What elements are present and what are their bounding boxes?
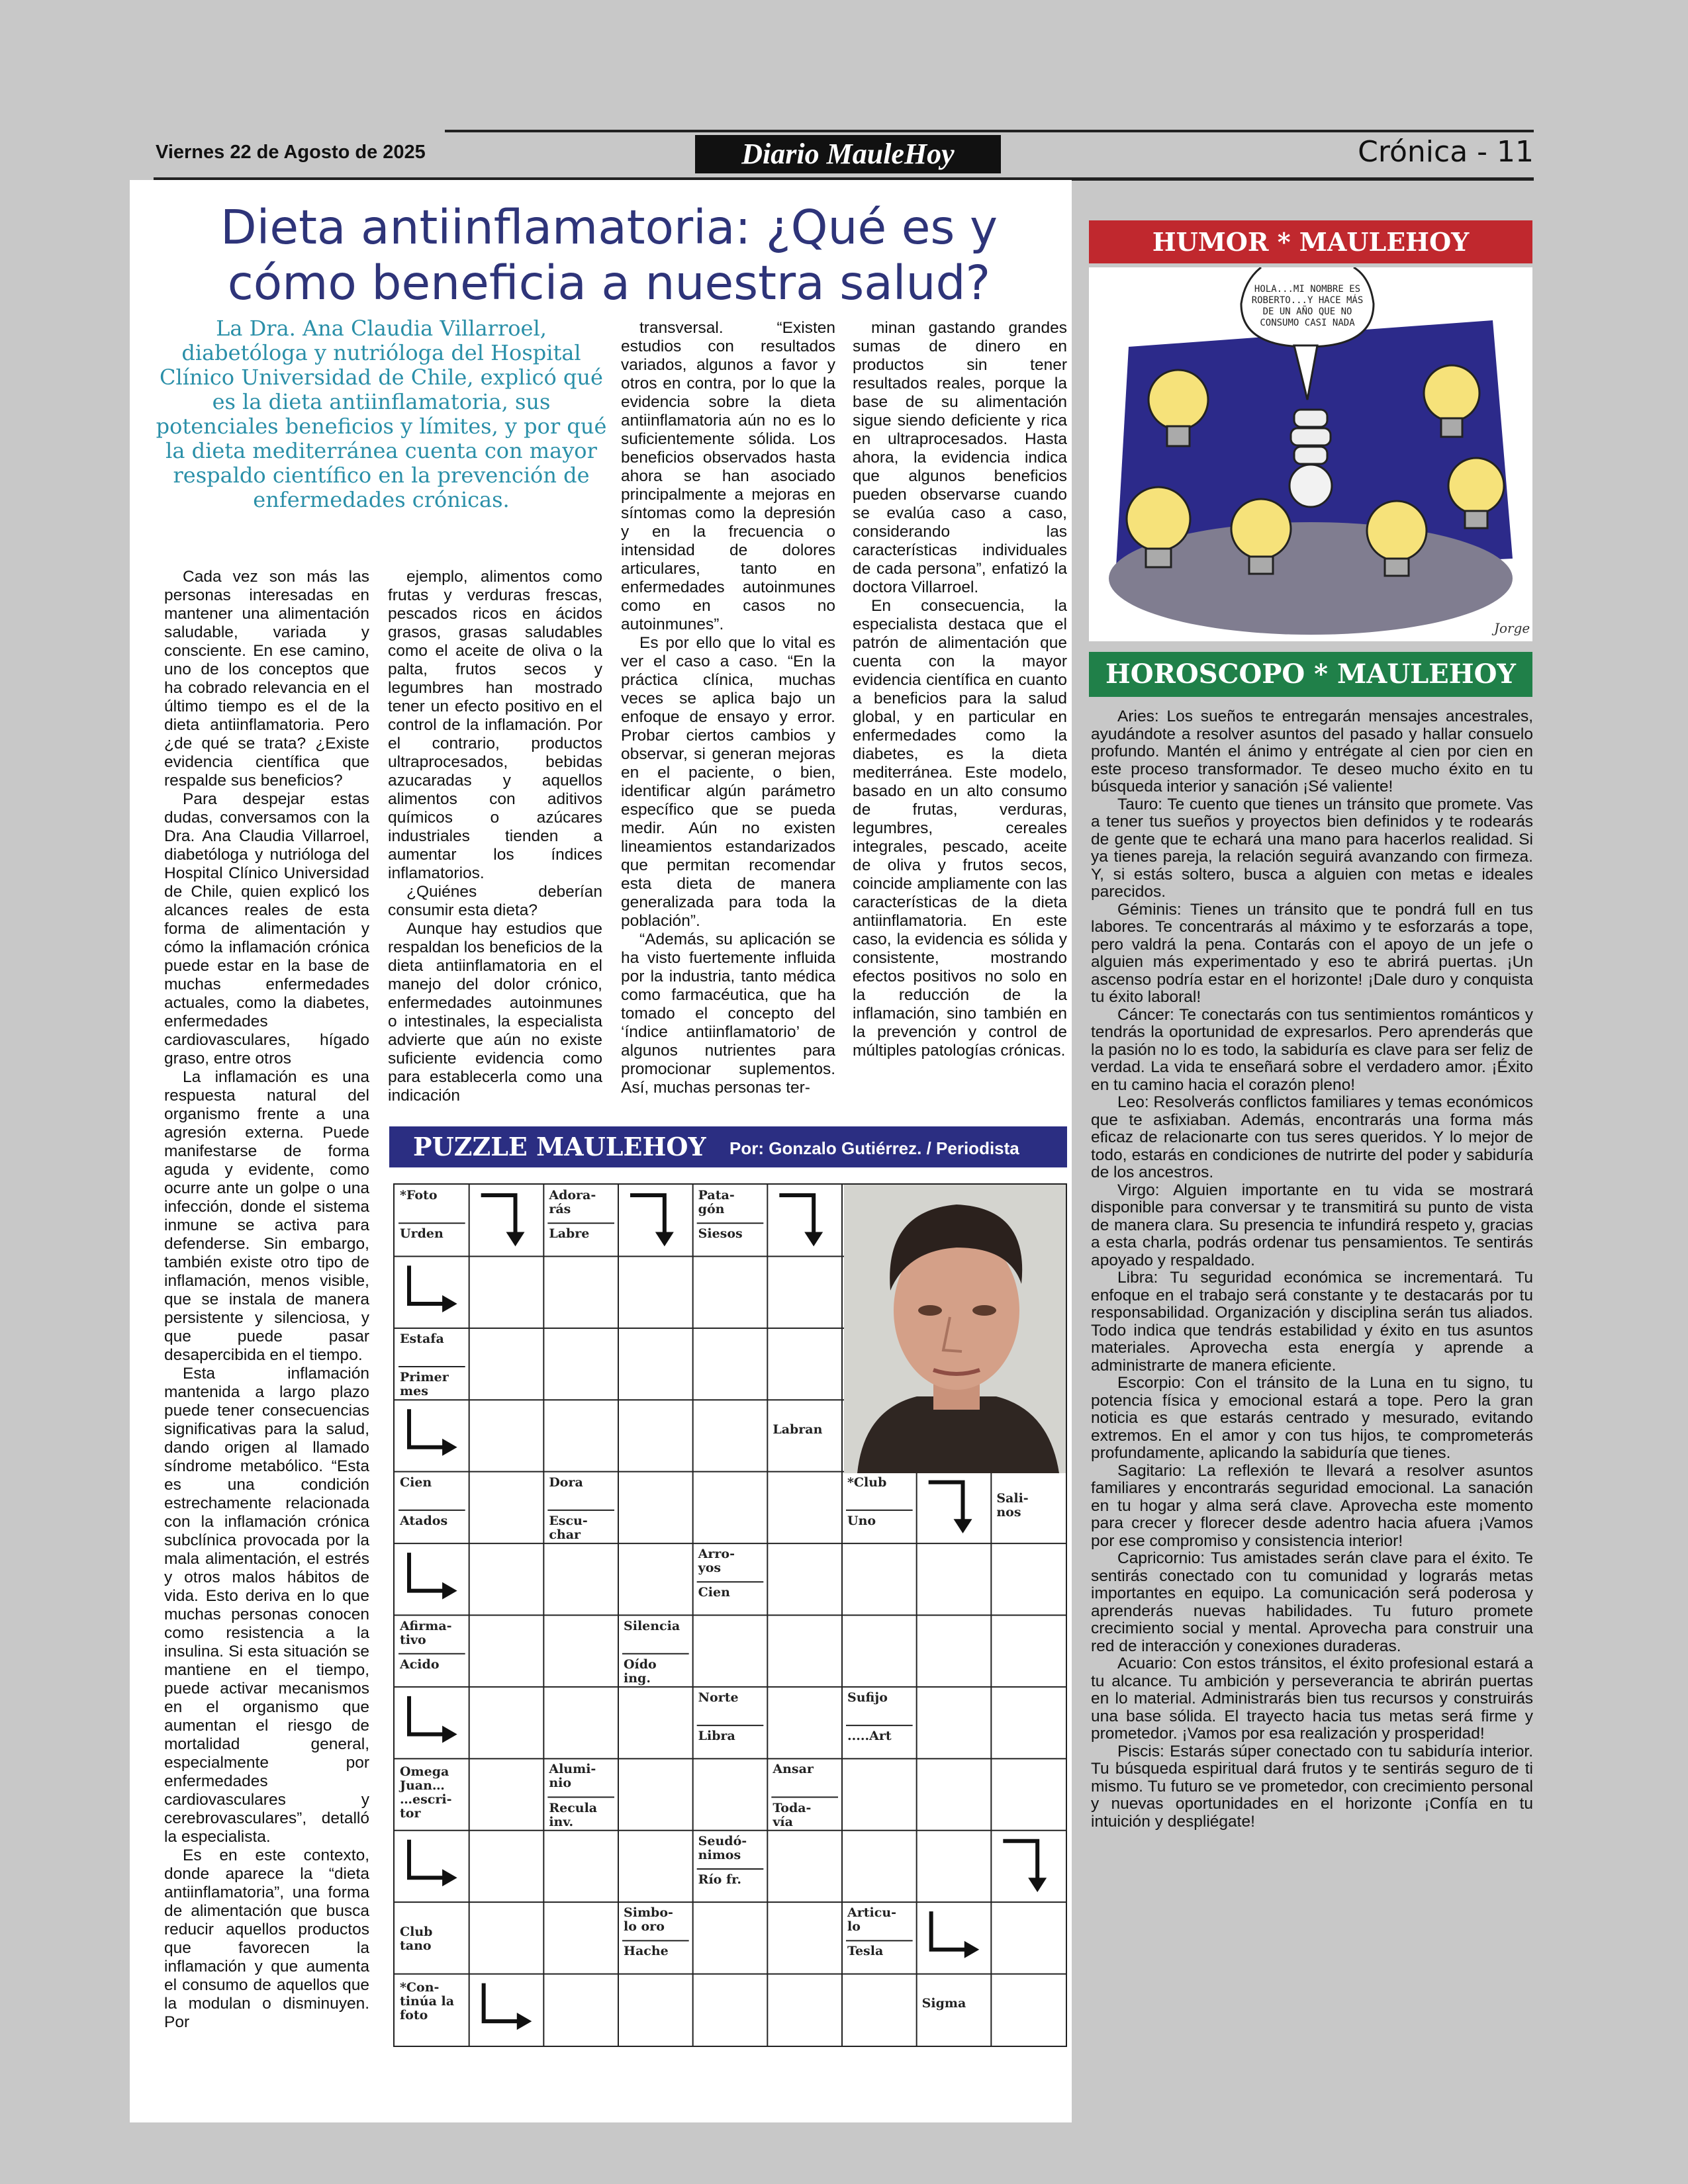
crossword-clue: Cien bbox=[400, 1475, 432, 1490]
horoscope-entry: Tauro: Te cuento que tienes un tránsito que promete. Vas a tener tus sueños y proyectos bien definidos y te rodearás de gente que te echará una mano para hacerlos realidad. Si ya tienes pareja, la relación seguirá avanzando con firmeza. Y, si estás soltero, busca a alguien con metas e ideales parecidos. bbox=[1091, 795, 1533, 901]
article-paragraph: Cada vez son más las personas interesadas en mantener una alimentación saludable, variada y consciente. En ese camino, uno de los conceptos que ha cobrado relevancia en el último tiempo es el de la dieta antiinflamatoria. Pero ¿de qué se trata? ¿Existe evidencia científica que respalde sus beneficios? bbox=[164, 568, 369, 790]
article-paragraph: Para despejar estas dudas, conversamos con la Dra. Ana Claudia Villarroel, diabetóloga y nutrióloga del Hospital Clínico Universidad de Chile, quien explicó los alcances reales de esta forma de alimentación y cómo la inflamación crónica puede estar en la base de muchas enfermedades actuales, como la diabetes, enfermedades cardiovasculares, hígado graso, entre otros bbox=[164, 790, 369, 1068]
cartoon-signature: Jorge bbox=[1494, 620, 1530, 636]
horoscope-entry: Aries: Los sueños te entregarán mensajes ancestrales, ayudándote a resolver asuntos del pasado y hallar consuelo profundo. Mantén el ánimo y entrégate al cien por cien en este proceso transformador. Te deseo mucho éxito en tu búsqueda interior y sanación ¡Sé valiente! bbox=[1091, 707, 1533, 796]
crossword-clue: *Con- tinúa la foto bbox=[400, 1979, 455, 2023]
arrow-head-icon bbox=[517, 2013, 532, 2030]
crossword-clue: *Club bbox=[847, 1475, 887, 1490]
article-paragraph: minan gastando grandes sumas de dinero en productos sin tener resultados reales, porque la base de su alimentación sigue siendo deficiente y rica en ultraprocesados. Hasta ahora, la evidencia indica que algunos beneficios pueden observarse cuando se evalúa caso a caso, considerando las características individuales de cada persona”, enfatizó la doctora Villarroel. bbox=[853, 319, 1067, 596]
crossword-clue: Articu- lo bbox=[847, 1905, 897, 1934]
arrow-head-icon bbox=[804, 1232, 823, 1247]
arrow-head-icon bbox=[954, 1519, 972, 1533]
crossword-clue: Siesos bbox=[698, 1226, 743, 1242]
humor-section-title: HUMOR * MAULEHOY bbox=[1089, 220, 1532, 263]
article-paragraph: La inflamación es una respuesta natural del organismo frente a una agresión externa. Puede manifestarse de forma aguda y evidente, como ocurre ante un golpe o una infección, donde el sistema inmune se activa para defenderse. Sin embargo, también existe otro tipo de inflamación, menos visible, que se instala de manera persistente y silenciosa, y que puede pasar desapercibida en el tiempo. bbox=[164, 1068, 369, 1364]
crossword-clue: Tesla bbox=[847, 1944, 884, 1959]
crossword-clue: Río fr. bbox=[698, 1872, 742, 1887]
crossword-clue: Acido bbox=[400, 1657, 440, 1672]
crossword-clue: Sufijo bbox=[847, 1690, 888, 1705]
article-column-4 bbox=[853, 319, 1067, 1060]
crossword-clue: Pata- gón bbox=[698, 1188, 735, 1216]
crossword-clue: Simbo- lo oro bbox=[624, 1905, 673, 1934]
arrow-head-icon bbox=[442, 1869, 457, 1886]
puzzle-title: PUZZLE MAULEHOY bbox=[413, 1132, 706, 1161]
arrow-head-icon bbox=[506, 1232, 525, 1247]
crossword-clue: Omega Juan… …escri- tor bbox=[400, 1764, 452, 1821]
horoscope-entry: Cáncer: Te conectarás con tus sentimientos románticos y tendrás la oportunidad de expresarlos. Pero aprenderás que la pasión no lo es todo, la sabiduría es clave para ser feliz de verdad. La vida te enseñará sobre el verdadero amor. ¡Éxito en tu camino hacia el corazón pleno! bbox=[1091, 1005, 1533, 1094]
arrow-head-icon bbox=[442, 1295, 457, 1312]
article-column-1 bbox=[164, 568, 369, 2032]
horoscope-entry: Capricornio: Tus amistades serán clave para el éxito. Te sentirás conectado con tu comunidad y lograrás metas importantes en equipo. La comunicación será poderosa y aprenderás nuevas habilidades. Tu futuro promete crecimiento social y mental. Aprovecha para construir una red de interacción y conexiones duraderas. bbox=[1091, 1549, 1533, 1655]
article-paragraph: En consecuencia, la especialista destaca que el patrón de alimentación que cuenta con la mayor evidencia científica en cuanto a beneficios para la salud global, y en particular en enfermedades como la diabetes, es la dieta mediterránea. Este modelo, basado en un alto consumo de frutas, verduras, legumbres, cereales integrales, pescado, aceite de oliva y frutos secos, coincide ampliamente con las características de la dieta antiinflamatoria. En este caso, la evidencia es sólida y consistente, mostrando efectos positivos no solo en la reducción de la inflamación, sino también en la prevención y control de múltiples patologías crónicas. bbox=[853, 597, 1067, 1060]
header-rule-top bbox=[445, 130, 1534, 132]
crossword-clue: .....Art bbox=[847, 1729, 892, 1744]
article-column-3 bbox=[621, 319, 835, 1097]
article-paragraph: Esta inflamación mantenida a largo plazo puede tener consecuencias significativas para la salud, dando origen al llamado síndrome metabólico. “Esta es una condición estrechamente relacionada con la inflamación crónica subclínica provocada por la mala alimentación, el estrés y otros malos hábitos de vida. Esto deriva en lo que muchas personas conocen como resistencia a la insulina. Si esta situación se mantiene en el tiempo, puede activar mecanismos en el organismo que aumentan el riesgo de mortalidad general, especialmente por enfermedades cardiovasculares y cerebrovasculares”, detalló la especialista. bbox=[164, 1365, 369, 1846]
horoscope-entry: Acuario: Con estos tránsitos, el éxito profesional estará a tu alcance. Tu ambición y perseverancia te abrirán puertas en lo material. Administrarás bien tus recursos y construirás una base sólida. El trayecto hacia tus metas será firme y prometedor. ¡Vamos por esa realización y prosperidad! bbox=[1091, 1655, 1533, 1743]
crossword-clue: *Foto bbox=[400, 1188, 438, 1203]
crossword-clue: Cien bbox=[698, 1585, 730, 1600]
article-paragraph: Es en este contexto, donde aparece la “dieta antiinflamatoria”, una forma de alimentación que busca reducir aquellos productos que favorecen la inflamación y que aumenta el consumo de aquellos que la modulan o disminuyen. Por bbox=[164, 1846, 369, 2031]
crossword-clue: Estafa bbox=[400, 1331, 444, 1346]
cfl-bulb-character bbox=[1289, 410, 1332, 507]
arrow-head-icon bbox=[442, 1439, 457, 1456]
horoscope-entry: Libra: Tu seguridad económica se incrementará. Tu enfoque en el trabajo será constante y te destacarás por tu responsabilidad. Organización y disciplina serán tus aliados. Todo indica que tendrás estabilidad y éxito en tus asuntos materiales. Aprovecha esta energía y aprende a administrarte de manera eficiente. bbox=[1091, 1269, 1533, 1375]
crossword-clue: Escu- char bbox=[549, 1513, 588, 1542]
article-paragraph: ejemplo, alimentos como frutas y verduras frescas, pescados ricos en ácidos grasos, grasas saludables como el aceite de oliva o la palta, frutos secos y legumbres han mostrado tener un efecto positivo en el control de la inflamación. Por el contrario, productos ultraprocesados, bebidas azucaradas y aquellos alimentos con aditivos químicos o azúcares industriales tienden a aumentar los índices inflamatorios. bbox=[388, 568, 602, 882]
crossword-clue: Alumi- nio bbox=[549, 1762, 596, 1791]
article-paragraph: “Además, su aplicación se ha visto fuertemente influida por la industria, tanto médica como farmacéutica, que ha tomado el concepto del ‘índice antiinflamatorio’ de algunos nutrientes para promocionar suplementos. Así, muchas personas ter- bbox=[621, 931, 835, 1097]
article-paragraph: Aunque hay estudios que respaldan los beneficios de la dieta antiinflamatoria en el manejo del dolor crónico, enfermedades autoinmunes o intestinales, la especialista advierte que aún no existe suficiente evidencia como para establecerla como una indicación bbox=[388, 920, 602, 1105]
crossword-clue: Recula inv. bbox=[549, 1800, 598, 1829]
crossword-clue: Hache bbox=[624, 1944, 669, 1959]
portrait-illustration bbox=[844, 1185, 1066, 1473]
horoscope-section-title: HOROSCOPO * MAULEHOY bbox=[1089, 652, 1532, 697]
crossword-clue: Oído ing. bbox=[624, 1657, 657, 1686]
crossword-clue: Arro- yos bbox=[698, 1547, 735, 1576]
crossword-clue: Libra bbox=[698, 1729, 735, 1744]
horoscope-entry: Escorpio: Con el tránsito de la Luna en tu signo, tu potencia física y emocional estará a tope. Pero la gran noticia es que estarás centrado y mesurado, evitando extremos. En el amor y con tus hijos, te comprometerás profundamente, aplicando la sabiduría que tienes. bbox=[1091, 1374, 1533, 1462]
humor-cartoon bbox=[1089, 267, 1532, 641]
crossword-clue: Seudó- nimos bbox=[698, 1833, 747, 1862]
puzzle-author: Por: Gonzalo Gutiérrez. / Periodista bbox=[729, 1138, 1019, 1158]
crossword-clue: Toda- vía bbox=[773, 1800, 812, 1829]
crossword-clue: Adora- rás bbox=[549, 1188, 596, 1216]
newspaper-logo: Diario MauleHoy bbox=[695, 135, 1001, 173]
crossword-clue: Afirma- tivo bbox=[400, 1618, 452, 1647]
crossword-clue: Ansar bbox=[773, 1762, 814, 1777]
puzzle-header bbox=[389, 1126, 1067, 1167]
horoscope-entry: Leo: Resolverás conflictos familiares y temas económicos que te asfixiaban. Además, encontrarás una forma más eficaz de relacionarte con tus seres queridos. Y lo mejor de todo, estarás en condiciones de nutrirte del poder y sabiduría de los ancestros. bbox=[1091, 1093, 1533, 1181]
article-title: Dieta antiinflamatoria: ¿Qué es y cómo beneficia a nuestra salud? bbox=[220, 200, 998, 310]
horoscope-entry: Géminis: Tienes un tránsito que te pondrá full en tus labores. Te concentrarás al máximo y te esforzarás a tope, pero valdrá la pena. Contarás con el apoyo de un jefe o alguien más experimentado y eso te abrirá puertas. ¡Un ascenso podría estar en el horizonte! ¡Dale duro y conquista tu éxito laboral! bbox=[1091, 900, 1533, 1006]
crossword-clue: Norte bbox=[698, 1690, 739, 1705]
horoscope-entry: Sagitario: La reflexión te llevará a resolver asuntos familiares y encontrarás seguridad emocional. La sanación en tu hogar y alma será clave. Aprovecha este momento para crecer y florecer desde adentro hacia afuera ¡Vamos por ese compromiso y consistencia interior! bbox=[1091, 1461, 1533, 1550]
crossword-clue: Atados bbox=[400, 1513, 448, 1528]
puzzle-photo bbox=[844, 1185, 1066, 1473]
crossword-clue: Dora bbox=[549, 1475, 583, 1490]
article-paragraph: Es por ello que lo vital es ver el caso a caso. “En la práctica clínica, muchas veces se aplica bajo un enfoque de ensayo y error. Probar ciertos cambios y observar, si generan mejoras en el paciente, o bien, identificar algún parámetro específico que se pueda medir. Aún no existen lineamientos estandarizados que permitan recomendar esta dieta de manera generalizada para toda la población”. bbox=[621, 634, 835, 930]
arrow-head-icon bbox=[442, 1725, 457, 1743]
article-paragraph: transversal. “Existen estudios con resultados variados, algunos a favor y otros en contra, por lo que la evidencia sobre la dieta antiinflamatoria aún no es lo suficientemente sólida. Los beneficios observados hasta ahora se han asociado principalmente a mejoras en síntomas como la depresión y en la frecuencia o intensidad de dolores articulares, tanto en enfermedades autoinmunes como en casos no autoinmunes”. bbox=[621, 319, 835, 633]
arrow-head-icon bbox=[442, 1582, 457, 1600]
article-paragraph: ¿Quiénes deberían consumir esta dieta? bbox=[388, 883, 602, 919]
arrow-head-icon bbox=[1028, 1878, 1047, 1892]
section-page-label: Crónica - 11 bbox=[1358, 135, 1534, 169]
crossword-clue: Uno bbox=[847, 1513, 876, 1528]
crossword-clue: Club tano bbox=[400, 1924, 433, 1953]
speech-text: HOLA...MI NOMBRE ES ROBERTO...Y HACE MÁS DE UN AÑO QUE NO CONSUMO CASI NADA bbox=[1251, 284, 1364, 328]
horoscope-entry: Virgo: Alguien importante en tu vida se mostrará disponible para conversar y te transmitirá su punto de vista de manera clara. Su presencia te infundirá respeto y, gracias a esta charla, podrás ordenar tus pensamientos. Te sentirás apoyado y respaldado. bbox=[1091, 1181, 1533, 1269]
arrow-head-icon bbox=[964, 1941, 980, 1958]
article-lead: La Dra. Ana Claudia Villarroel, diabetóloga y nutrióloga del Hospital Clínico Universidad de Chile, explicó qué es la dieta antiinflamatoria, sus potenciales beneficios y límites, y por qué la dieta mediterránea cuenta con mayor respaldo científico en la prevención de enfermedades crónicas. bbox=[156, 316, 607, 512]
horoscope-entry: Piscis: Estarás súper conectado con tu sabiduría interior. Tu búsqueda espiritual dará frutos y te sentirás seguro de ti mismo. Tu futuro se ve prometedor, con crecimiento personal y nuevas oportunidades en el horizonte ¡Confía en tu intuición y despliégate! bbox=[1091, 1742, 1533, 1831]
arrow-head-icon bbox=[655, 1232, 674, 1247]
crossword-clue: Primer mes bbox=[400, 1370, 449, 1399]
issue-date: Viernes 22 de Agosto de 2025 bbox=[156, 142, 426, 163]
horoscope-text bbox=[1091, 708, 1533, 1831]
crossword-clue: Urden bbox=[400, 1226, 444, 1242]
crossword-clue: Sali- nos bbox=[996, 1491, 1029, 1520]
crossword-clue: Silencia bbox=[624, 1618, 680, 1633]
crossword-clue: Labre bbox=[549, 1226, 590, 1242]
crossword-clue: Sigma bbox=[921, 1996, 966, 2011]
article-column-2 bbox=[388, 568, 602, 1105]
crossword-clue: Labran bbox=[773, 1422, 823, 1437]
